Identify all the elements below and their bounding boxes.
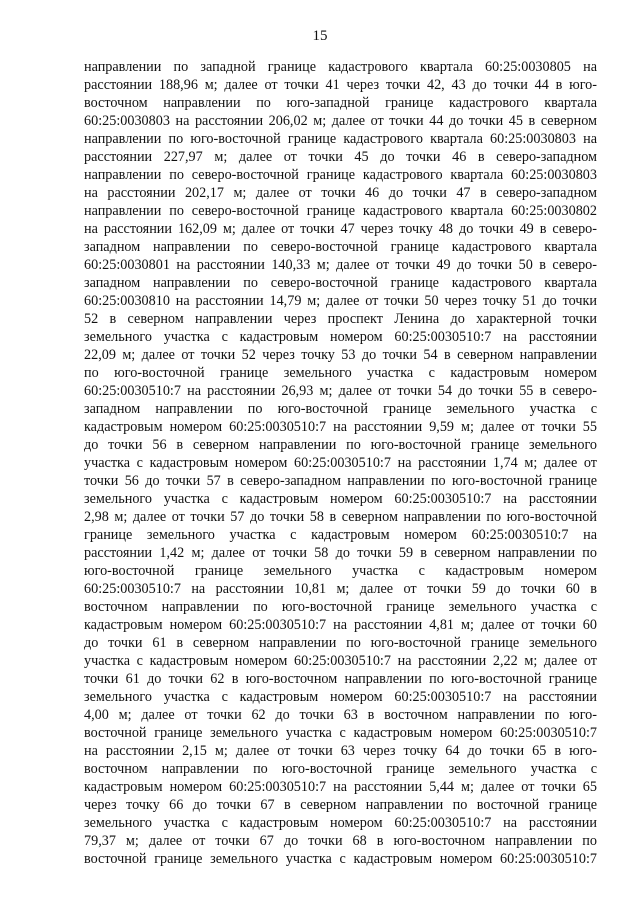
text-line: направлении по юго-восточной границе кадастрового квартала 60:25:0030803 на (84, 131, 597, 147)
text-line: кадастровым номером 60:25:0030510:7 на расстоянии 9,59 м; далее от точки 55 (84, 419, 597, 435)
text-line: 60:25:0030510:7 на расстоянии 26,93 м; далее от точки 54 до точки 55 в северо- (84, 383, 597, 399)
text-line: расстоянии 227,97 м; далее от точки 45 до точки 46 в северо-западном (84, 149, 597, 165)
text-line: восточной границе земельного участка с кадастровым номером 60:25:0030510:7 (84, 851, 597, 867)
text-line: направлении по северо-восточной границе кадастрового квартала 60:25:0030802 (84, 203, 597, 219)
text-line: расстоянии 188,96 м; далее от точки 41 через точки 42, 43 до точки 44 в юго- (84, 77, 597, 93)
text-line: земельного участка с кадастровым номером 60:25:0030510:7 на расстоянии (84, 491, 597, 507)
text-line: до точки 56 в северном направлении по юго-восточной границе земельного (84, 437, 597, 453)
text-line: земельного участка с кадастровым номером 60:25:0030510:7 на расстоянии (84, 689, 597, 705)
text-line: 22,09 м; далее от точки 52 через точку 53 до точки 54 в северном направлении (84, 347, 597, 363)
text-line: границе земельного участка с кадастровым номером 60:25:0030510:7 на (84, 527, 597, 543)
text-line: участка с кадастровым номером 60:25:0030510:7 на расстоянии 2,22 м; далее от (84, 653, 597, 669)
text-line: через точку 66 до точки 67 в северном направлении по восточной границе (84, 797, 597, 813)
text-line: точки 56 до точки 57 в северо-западном направлении по юго-восточной границе (84, 473, 597, 489)
text-line: 4,00 м; далее от точки 62 до точки 63 в восточном направлении по юго- (84, 707, 597, 723)
text-line: 60:25:0030803 на расстоянии 206,02 м; далее от точки 44 до точки 45 в северном (84, 113, 597, 129)
text-line: 60:25:0030510:7 на расстоянии 10,81 м; далее от точки 59 до точки 60 в (84, 581, 597, 597)
text-line: юго-восточной границе земельного участка с кадастровым номером (84, 563, 597, 579)
text-line: 60:25:0030810 на расстоянии 14,79 м; далее от точки 50 через точку 51 до точки (84, 293, 597, 309)
text-line: земельного участка с кадастровым номером 60:25:0030510:7 на расстоянии (84, 815, 597, 831)
page-number: 15 (312, 28, 328, 44)
text-line: расстоянии 1,42 м; далее от точки 58 до точки 59 в северном направлении по (84, 545, 597, 561)
text-line: на расстоянии 162,09 м; далее от точки 47 через точку 48 до точки 49 в северо- (84, 221, 597, 237)
text-line: на расстоянии 2,15 м; далее от точки 63 через точку 64 до точки 65 в юго- (84, 743, 597, 759)
text-line: до точки 61 в северном направлении по юго-восточной границе земельного (84, 635, 597, 651)
text-line: на расстоянии 202,17 м; далее от точки 46 до точки 47 в северо-западном (84, 185, 597, 201)
text-line: восточном направлении по юго-восточной границе земельного участка с (84, 599, 597, 615)
text-line: 60:25:0030801 на расстоянии 140,33 м; далее от точки 49 до точки 50 в северо- (84, 257, 597, 273)
text-line: 2,98 м; далее от точки 57 до точки 58 в северном направлении по юго-восточной (84, 509, 597, 525)
text-line: направлении по северо-восточной границе кадастрового квартала 60:25:0030803 (84, 167, 597, 183)
text-line: участка с кадастровым номером 60:25:0030510:7 на расстоянии 1,74 м; далее от (84, 455, 597, 471)
text-line: западном направлении по северо-восточной границе кадастрового квартала (84, 275, 597, 291)
text-line: направлении по западной границе кадастрового квартала 60:25:0030805 на (84, 59, 597, 75)
text-line: 79,37 м; далее от точки 67 до точки 68 в юго-восточном направлении по (84, 833, 597, 849)
text-line: кадастровым номером 60:25:0030510:7 на расстоянии 5,44 м; далее от точки 65 (84, 779, 597, 795)
text-line: по юго-восточной границе земельного участка с кадастровым номером (84, 365, 597, 381)
text-line: западном направлении по юго-восточной границе земельного участка с (84, 401, 597, 417)
text-line: кадастровым номером 60:25:0030510:7 на расстоянии 4,81 м; далее от точки 60 (84, 617, 597, 633)
text-line: восточном направлении по юго-западной границе кадастрового квартала (84, 95, 597, 111)
text-line: восточном направлении по юго-восточной границе земельного участка с (84, 761, 597, 777)
text-line: восточной границе земельного участка с кадастровым номером 60:25:0030510:7 (84, 725, 597, 741)
text-line: 52 в северном направлении через проспект Ленина до характерной точки (84, 311, 597, 327)
text-line: западном направлении по северо-восточной границе кадастрового квартала (84, 239, 597, 255)
text-line: точки 61 до точки 62 в юго-восточном направлении по юго-восточной границе (84, 671, 597, 687)
text-line: земельного участка с кадастровым номером 60:25:0030510:7 на расстоянии (84, 329, 597, 345)
body-text (84, 58, 597, 868)
